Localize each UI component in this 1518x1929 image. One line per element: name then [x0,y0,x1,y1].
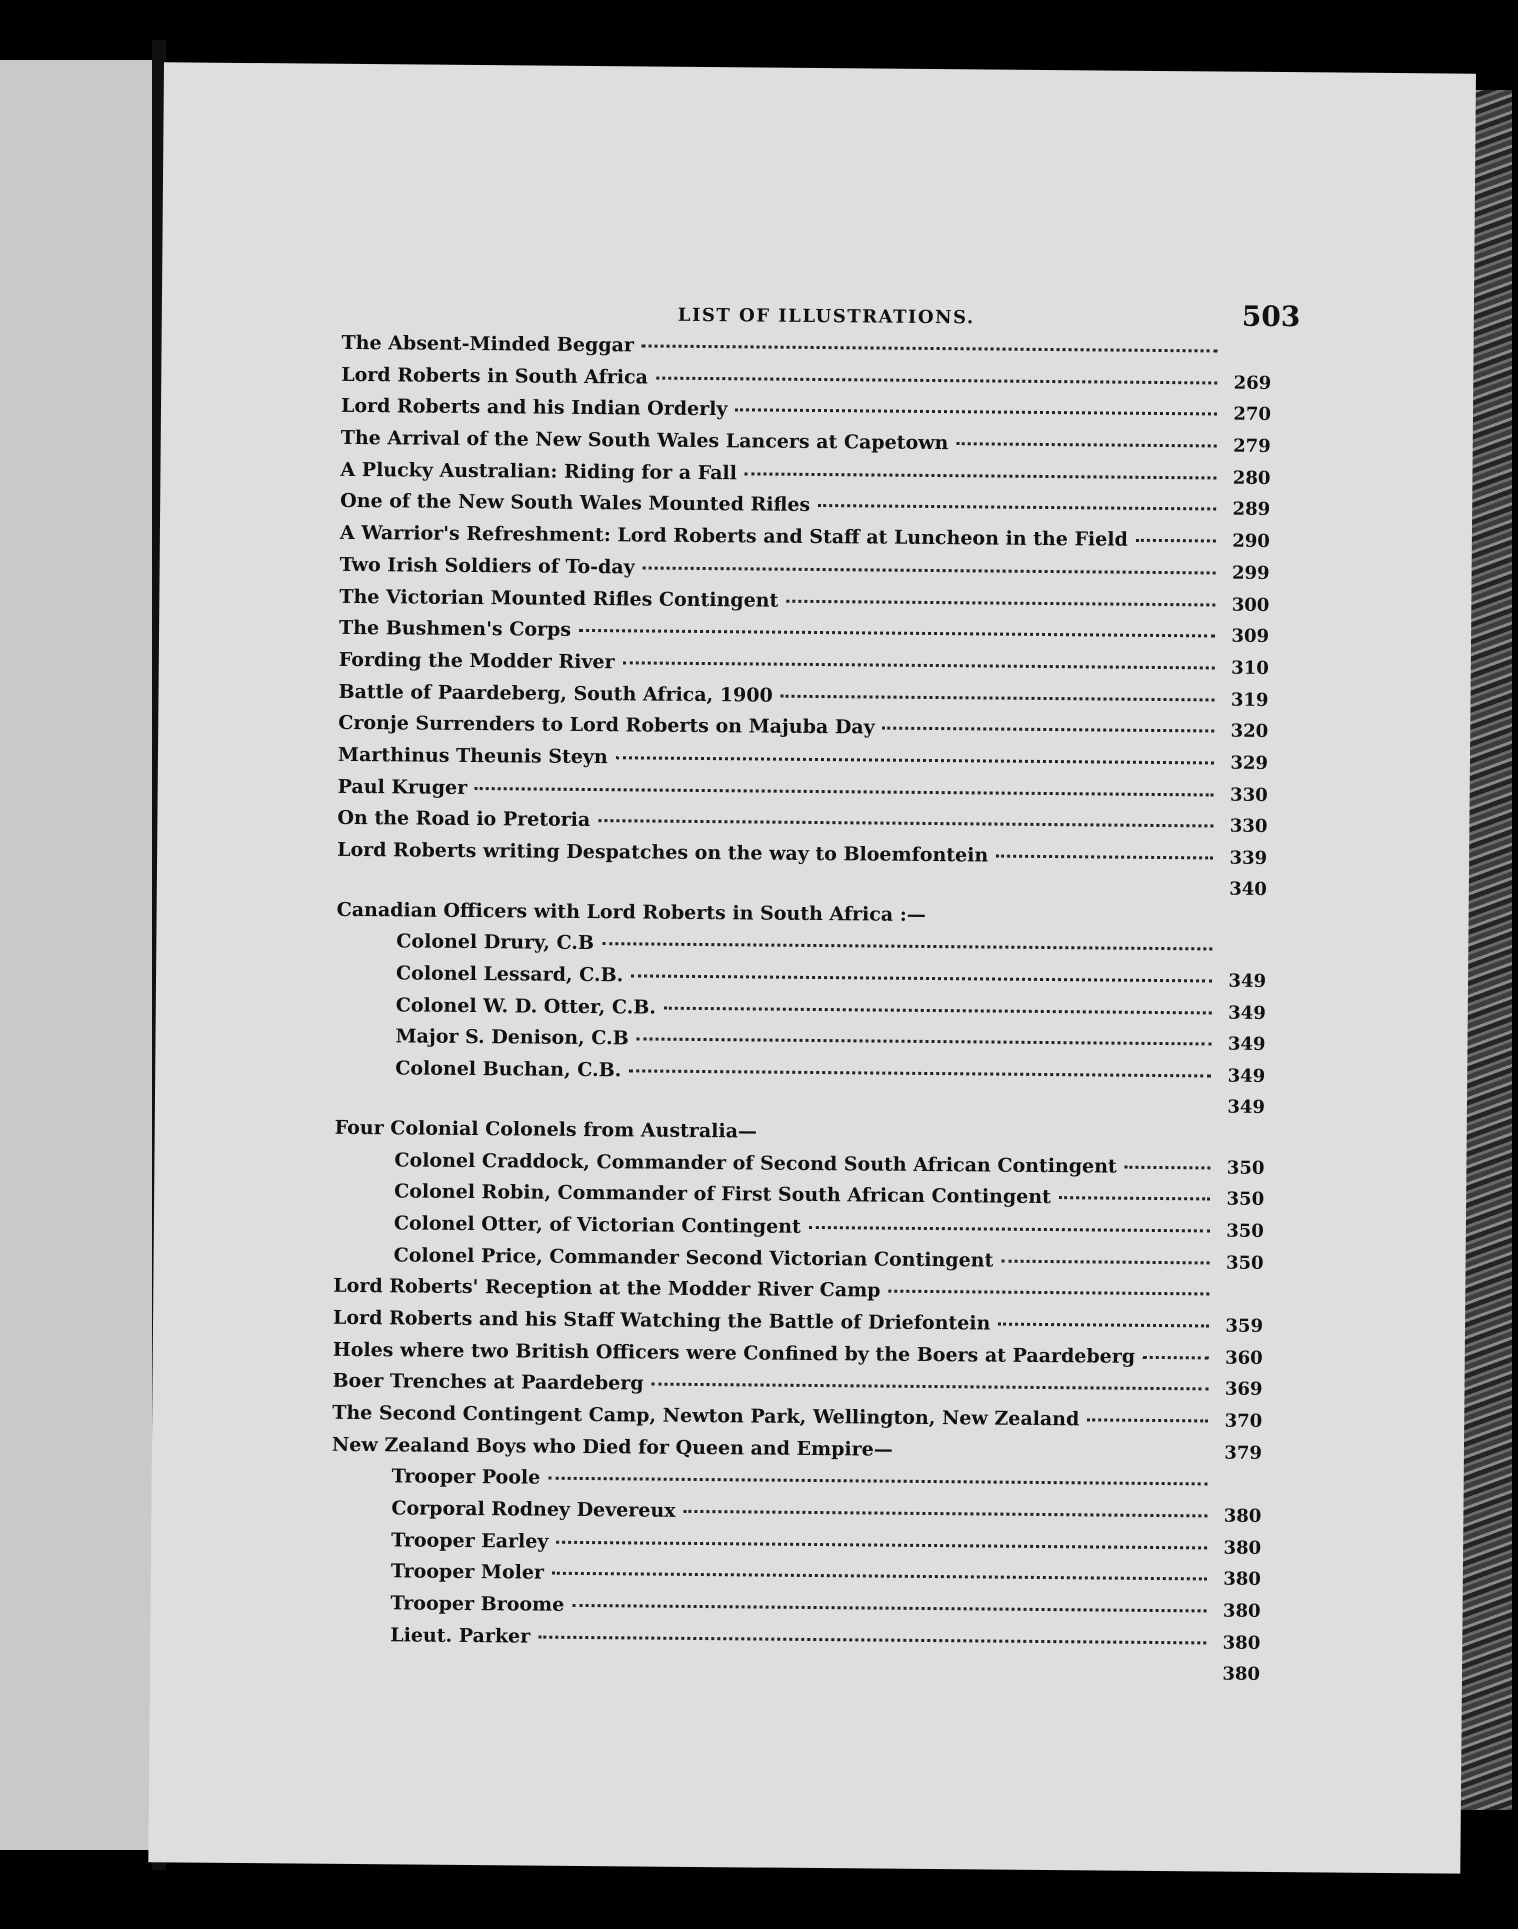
trailing-page-number: 349 [1227,1096,1266,1118]
dot-leader [1125,1160,1211,1169]
document-page [148,62,1476,1873]
dot-leader [552,1567,1207,1581]
entry-page-number: 330 [1230,784,1268,806]
entry-page-number: 309 [1231,625,1270,648]
dot-leader [786,594,1215,606]
entry-page-number: 349 [1228,970,1267,992]
dot-leader [623,656,1215,669]
facing-page-edge [0,60,158,1850]
entry-title: Colonel Otter, of Victorian Contingent [393,1212,801,1238]
dot-leader [572,1599,1206,1613]
dot-leader [1001,1254,1209,1264]
entry-page-number: 359 [1225,1315,1264,1337]
entry-title: Marthinus Theunis Steyn [337,743,608,769]
entry-page-number: 350 [1226,1188,1265,1211]
entry-page-number: 380 [1222,1600,1261,1623]
entry-title: Trooper Poole [391,1465,541,1489]
entry-page-number: 300 [1231,594,1270,616]
entry-title: Fording the Modder River [338,648,615,674]
entry-title: Cronje Surrenders to Lord Roberts on Majuba Day [338,712,875,739]
entry-page-number: 310 [1231,657,1269,679]
entry-title: Lord Roberts' Reception at the Modder River Camp [333,1275,881,1302]
dot-leader [1087,1413,1208,1422]
entry-title: The Victorian Mounted Rifles Contingent [339,585,779,612]
section-heading-canadian: Canadian Officers with Lord Roberts in South Africa :— [336,898,926,926]
dot-leader [579,624,1215,638]
dot-leader [548,1472,1207,1486]
entry-page-number: 289 [1232,499,1271,521]
page-number: 503 [1241,299,1301,334]
entry-page-number: 290 [1232,530,1270,553]
entry-page-number: 319 [1230,689,1269,711]
entry-title: Boer Trenches at Paardeberg [332,1370,644,1395]
section-heading-new-zealand: New Zealand Boys who Died for Queen and Empire— 379 [331,1433,1263,1464]
entry-title: Paul Kruger [337,775,468,799]
dot-leader [664,1001,1212,1014]
entry-page-number: 380 [1223,1569,1261,1591]
entry-page-number: 360 [1225,1347,1263,1369]
entry-title: A Warrior's Refreshment: Lord Roberts and Staff at Luncheon in the Field [339,521,1128,551]
entry-title: Holes where two British Officers were Confined by the Boers at Paardeberg [332,1338,1136,1368]
dot-leader [1136,534,1216,543]
dot-leader [883,722,1215,733]
entry-title: Colonel Craddock, Commander of Second South African Contingent [394,1148,1117,1178]
dot-leader [996,850,1213,860]
dot-leader [598,814,1213,827]
entry-page-number: 279 [1233,435,1271,458]
entry-page-number: 329 [1230,752,1269,774]
dot-leader [602,938,1212,951]
main-entries [337,332,1272,879]
entry-page-number: 369 [1224,1378,1263,1401]
entry-page-number: 370 [1224,1410,1263,1432]
dot-leader [629,1064,1211,1077]
entry-title: Colonel Drury, C.B [396,930,595,955]
entry-title: Lord Roberts writing Despatches on the way to Bloemfontein [337,838,989,867]
trailing-page-number: 340 [1229,878,1267,900]
dot-leader [745,467,1217,479]
dot-leader [652,1378,1209,1391]
entry-title: Major S. Denison, C.B [395,1025,629,1050]
entry-title: The Arrival of the New South Wales Lancers at Capetown [340,426,949,455]
entry-title: Trooper Moler [390,1560,545,1585]
entry-title: A Plucky Australian: Riding for a Fall [340,458,737,485]
entry-title: Lord Roberts and his Staff Watching the Battle of Driefontein [332,1306,991,1335]
dot-leader [538,1630,1206,1644]
entry-title: Corporal Rodney Devereux [391,1497,676,1522]
trailing-page-number: 380 [1222,1663,1261,1685]
entry-page-number: 350 [1226,1157,1265,1179]
dot-leader [616,751,1214,764]
dot-leader [998,1318,1209,1328]
dot-leader [475,782,1214,796]
more-entries [332,1275,1263,1442]
entry-page-number: 350 [1226,1220,1264,1242]
running-title: LIST OF ILLUSTRATIONS. [677,304,975,329]
entry-title: Trooper Broome [390,1592,565,1616]
entry-page-number: 380 [1223,1537,1262,1559]
entry-page-number: 349 [1227,1065,1266,1088]
dot-leader [889,1285,1210,1296]
dot-leader [643,561,1216,574]
australian-colonels-list [333,1148,1264,1283]
entry-title: Lord Roberts in South Africa [341,363,649,389]
entry-page-number: 320 [1230,720,1269,743]
entry-title: Lieut. Parker [390,1624,531,1648]
dot-leader [642,339,1218,352]
entry-page-number: 280 [1232,467,1271,489]
dot-leader [956,437,1216,447]
entry-title: Colonel W. D. Otter, C.B. [395,994,657,1019]
dot-leader [556,1536,1207,1550]
entry-title: Colonel Buchan, C.B. [395,1057,622,1082]
dot-leader [1059,1191,1210,1200]
entry-title: The Bushmen's Corps [338,617,572,642]
entry-page-number: 269 [1233,372,1272,394]
section-heading-australia: Four Colonial Colonels from Australia— [334,1116,758,1143]
entry-title: Lord Roberts and his Indian Orderly [340,395,728,421]
entry-title: On the Road io Pretoria [337,807,591,832]
entry-title: The Absent-Minded Beggar [341,331,634,357]
dot-leader [656,371,1217,384]
illustrations-list [330,332,1272,1692]
dot-leader [818,499,1216,510]
entry-title: Colonel Price, Commander Second Victorian Contingent [393,1243,994,1272]
entry-title: Colonel Robin, Commander of First South African Contingent [394,1180,1051,1209]
entry-page-number: 339 [1229,847,1268,869]
dot-leader [1143,1350,1209,1359]
dot-leader [637,1033,1212,1046]
entry-title: Battle of Paardeberg, South Africa, 1900 [338,680,773,707]
entry-page-number: 349 [1227,1034,1266,1056]
entry-page-number: 299 [1231,562,1270,584]
entry-title: Trooper Earley [391,1529,549,1553]
entry-title: One of the New South Wales Mounted Rifles [340,490,811,517]
dot-leader [809,1221,1210,1232]
entry-page-number: 330 [1229,815,1268,838]
dot-leader [684,1505,1208,1518]
entry-title: The Second Contingent Camp, Newton Park, Wellington, New Zealand [332,1401,1080,1431]
entry-page-number: 349 [1228,1002,1266,1024]
entry-page-number: 350 [1225,1252,1264,1274]
entry-page-number: 380 [1222,1632,1261,1654]
entry-page-number: 380 [1223,1505,1262,1527]
entry-title: Two Irish Soldiers of To-day [339,553,635,579]
entry-title: Colonel Lessard, C.B. [395,962,624,987]
new-zealand-boys-list [330,1465,1262,1663]
dot-leader [735,404,1217,416]
entry-page-number: 270 [1233,403,1272,426]
dot-leader [781,689,1215,701]
canadian-officers-list [335,930,1266,1097]
dot-leader [631,969,1212,982]
